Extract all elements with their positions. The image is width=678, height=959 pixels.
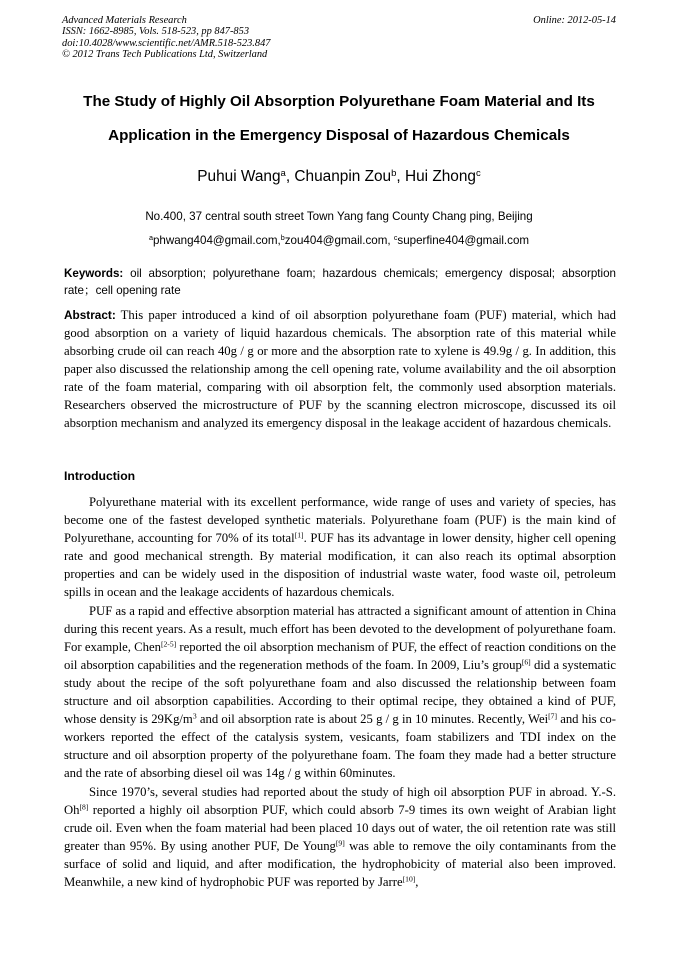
copyright-line: © 2012 Trans Tech Publications Ltd, Switzerland [62, 48, 268, 60]
text-run: and his co-workers reported the effect of the catalysis system, vesicants, foam stabilizers and TDI index on the structure and oil absorption property of the polyurethane foam. The foam they made had a better structure and the rate of absorbing diesel oil was 14g / g within 60minutes. [64, 712, 616, 781]
email-list: $^a$phwang404@gmail.com,$^b$zou404@gmail.com, $^c$superfine404@gmail.com [148, 233, 530, 247]
email-link[interactable]: zou404@gmail.com [284, 234, 388, 247]
online-date: Online: 2012-05-14 [533, 15, 616, 26]
text-run: and oil absorption rate is about 25 g / g in 10 minutes. Recently, Wei [196, 712, 549, 727]
introduction-body [64, 493, 616, 891]
paragraph [64, 493, 616, 602]
journal-header [62, 15, 616, 60]
citation-ref[interactable]: [9] [335, 838, 345, 848]
citation-ref[interactable]: [1] [294, 530, 304, 540]
journal-name: Advanced Materials Research [62, 15, 187, 26]
abstract-label: Abstract: [64, 308, 116, 322]
text-run: reported a highly oil absorption PUF, which could absorb 7-9 times its own weight of Arabian light crude oil. Even when the foam material had been placed 10 days out of water, the oil retention rate was still greater than 95%. By using another PUF, De Young [64, 802, 616, 853]
doi-line[interactable]: doi:10.4028/www.scientific.net/AMR.518-523.847 [62, 37, 271, 49]
affiliation: No.400, 37 central south street Town Yang fang County Chang ping, Beijing [145, 210, 533, 223]
citation-ref[interactable]: [6] [521, 657, 531, 667]
paper-title-line-1: The Study of Highly Oil Absorption Polyurethane Foam Material and Its [83, 93, 595, 110]
citation-ref[interactable]: [8] [79, 802, 89, 812]
text-run: , [415, 874, 419, 889]
citation-ref[interactable]: [10] [402, 874, 416, 884]
introduction-heading: Introduction [64, 469, 136, 483]
keywords-text: oil absorption; polyurethane foam; hazardous chemicals; emergency disposal; absorption rate；cell opening rate [64, 267, 616, 297]
paragraph [64, 602, 616, 783]
text-run: did a systematic study about the recipe of the soft polyurethane foam and also discussed the relationship between foam structure and oil absorption capabilities. According to their optimal recipe, they obtained a kind of PUF, whose density is 29Kg/m [64, 657, 616, 727]
keywords-label: Keywords: [64, 267, 124, 280]
citation-ref[interactable]: 3 [192, 711, 197, 721]
author-3: Hui Zhong$^c$ [404, 167, 481, 185]
author-1: Puhui Wang$^a$, [197, 167, 295, 185]
issn-line: ISSN: 1662-8985, Vols. 518-523, pp 847-853 [62, 26, 250, 38]
text-run: PUF as a rapid and effective absorption material has attracted a significant amount of attention in China during this recent years. As a result, much effort has been devoted to the development of polyurethane foam. For example, Chen [64, 603, 616, 654]
citation-ref[interactable]: [2-5] [160, 639, 177, 649]
abstract [64, 306, 616, 432]
keywords [64, 265, 616, 299]
text-run: was able to remove the oily contaminants from the surface of solid and liquid, and after modification, the hydrophobicity of material also been improved. Meanwhile, a new kind of hydrophobic PUF was reported by Jarre [64, 838, 616, 889]
text-run: . PUF has its advantage in lower density, higher cell opening rate and good mechanical strength. By material modification, it can also reach its optimal absorption properties and can be widely used in the disposition of industrial waste water, food waste oil, petroleum spills in ocean and the leakage accidents of hazardous chemicals. [64, 531, 616, 600]
text-run: Polyurethane material with its excellent performance, wide range of uses and variety of species, has become one of the fastest developed synthetic materials. Polyurethane foam (PUF) is the main kind of Polyurethane, accounting for 70% of its total [64, 495, 616, 546]
author-list [40, 168, 638, 186]
email-link[interactable]: phwang404@gmail.com [152, 234, 278, 247]
paper-title-line-2: Application in the Emergency Disposal of Hazardous Chemicals [108, 127, 570, 144]
citation-ref[interactable]: [7] [548, 711, 557, 721]
abstract-text: This paper introduced a kind of oil absorption polyurethane foam (PUF) material, which had good absorption on a variety of liquid hazardous chemicals. The absorption rate of this material while absorbing crude oil can reach 40g / g or more and the absorption rate to xylene is 49.9g / g. In addition, this paper also discussed the relationship among the cell opening rate, volume availability and the oil absorption rate of the foam material, comparing with oil absorption felt, the commonly used absorption materials. Researchers observed the microstructure of PUF by the scanning electron microscope, discussed its oil absorption mechanism and analyzed its emergency disposal in the leakage accident of hazardous chemicals. [64, 308, 616, 430]
author-2: Chuanpin Zou$^b$, [294, 167, 405, 185]
email-link[interactable]: superfine404@gmail.com [397, 234, 530, 247]
paragraph [64, 783, 616, 892]
text-run: Since 1970’s, several studies had reported about the study of high oil absorption PUF in abroad. Y.-S. Oh [64, 784, 616, 817]
text-run: reported the oil absorption mechanism of PUF, the effect of reaction conditions on the oil absorption capabilities and the regeneration methods of the foam. In 2009, Liu’s group [64, 639, 616, 672]
